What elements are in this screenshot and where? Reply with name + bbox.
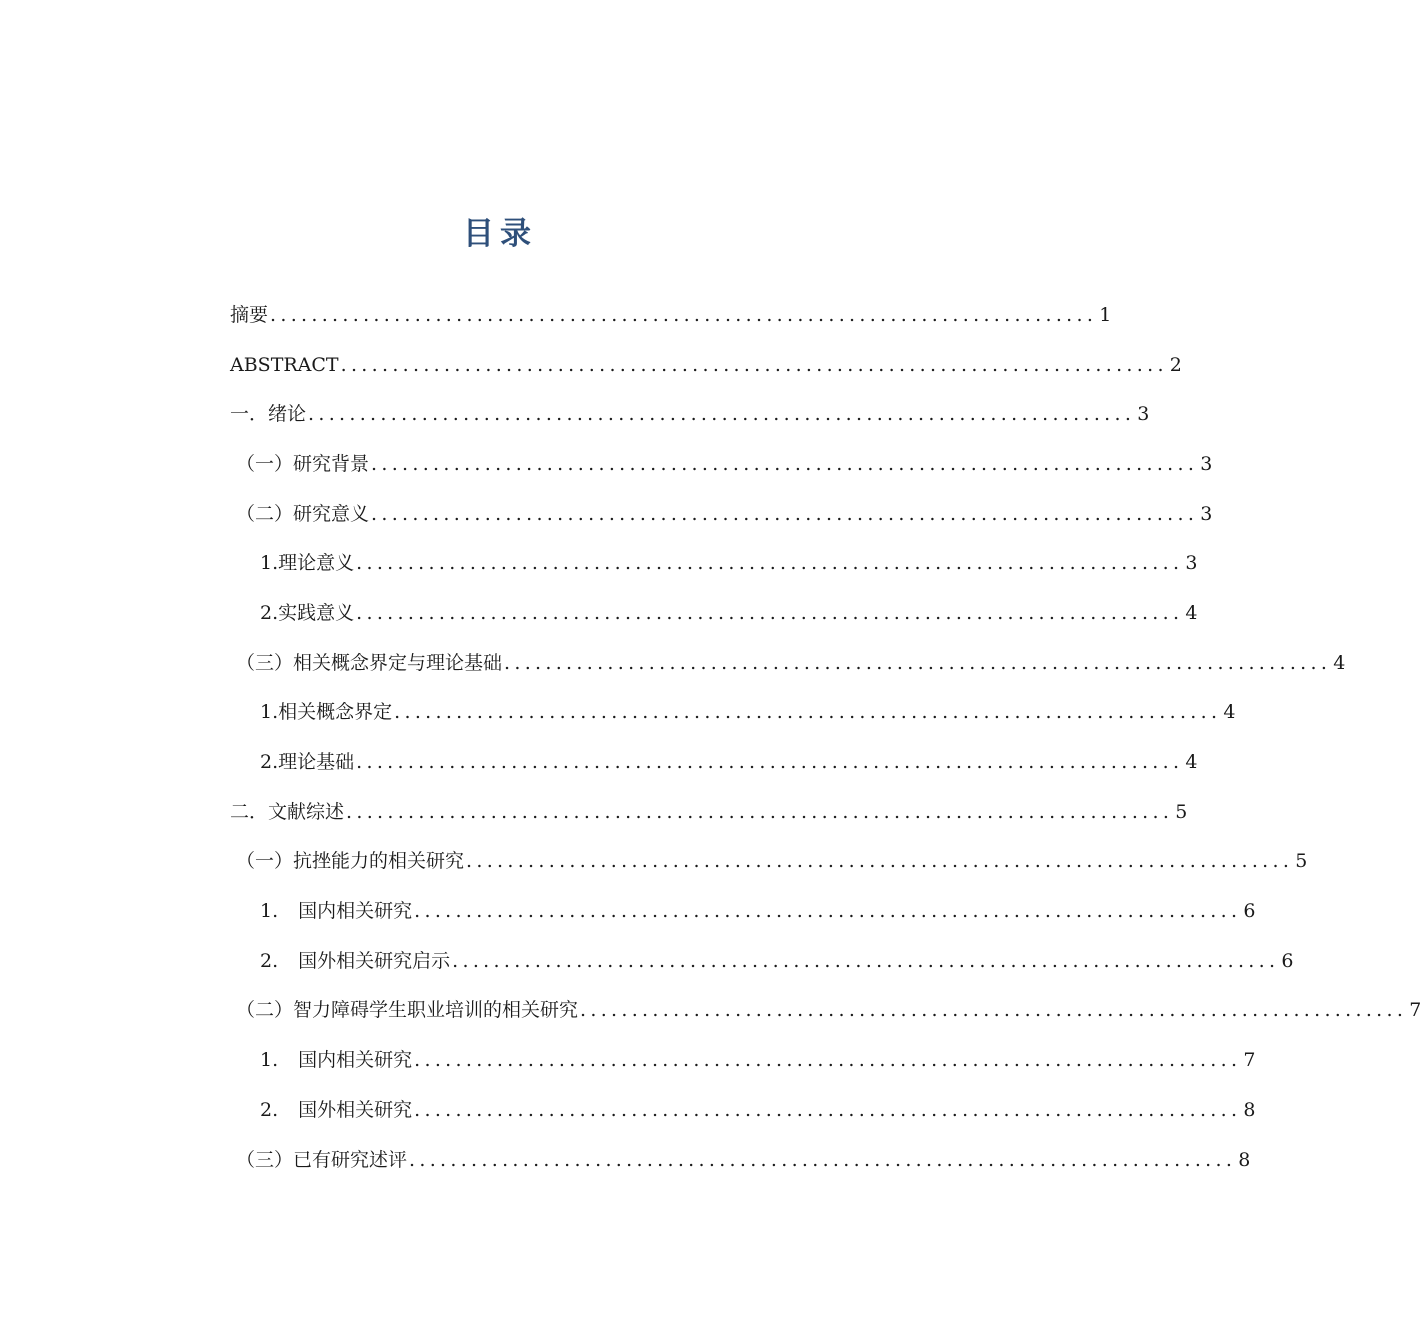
toc-entry-subsection[interactable] bbox=[0, 538, 1198, 588]
toc-entry-label: 1.理论意义 bbox=[260, 552, 355, 575]
toc-page-number: 4 bbox=[1185, 751, 1198, 774]
toc-leader-dots: ................................................................................ bbox=[371, 452, 1199, 475]
toc-leader-dots: ................................................................................ bbox=[371, 502, 1199, 525]
toc-leader-dots: ................................................................................ bbox=[270, 303, 1098, 326]
toc-page-number: 7 bbox=[1243, 1049, 1256, 1072]
toc-entry-label bbox=[260, 899, 414, 923]
toc-entry-section[interactable] bbox=[0, 1135, 1251, 1185]
toc-entry-number: 2. bbox=[260, 949, 279, 972]
toc-entry-section[interactable] bbox=[0, 439, 1213, 489]
toc-entry-number: 1. bbox=[260, 1049, 279, 1072]
toc-entry-label: 摘要 bbox=[230, 303, 269, 326]
toc-leader-dots: ................................................................................ bbox=[346, 800, 1174, 823]
toc-leader-dots: ................................................................................ bbox=[414, 1098, 1242, 1121]
toc-entry-label: （二）研究意义 bbox=[236, 502, 370, 525]
toc-entry-text: 国外相关研究启示 bbox=[298, 949, 451, 972]
toc-page-number: 4 bbox=[1223, 701, 1236, 724]
toc-leader-dots: ................................................................................ bbox=[308, 403, 1136, 426]
toc-entry-subsection[interactable] bbox=[0, 886, 1256, 936]
toc-leader-dots: ................................................................................ bbox=[414, 900, 1242, 923]
toc-entry-label: （二）智力障碍学生职业培训的相关研究 bbox=[236, 999, 579, 1022]
toc-entry-subsection[interactable] bbox=[0, 688, 1236, 738]
toc-entry-chapter-2[interactable] bbox=[0, 787, 1188, 837]
toc-entry-label: 1.相关概念界定 bbox=[260, 701, 393, 724]
toc-page-number: 3 bbox=[1200, 452, 1213, 475]
toc-entry-label: 二．文献综述 bbox=[230, 800, 345, 823]
toc-entry-label: （一）研究背景 bbox=[236, 452, 370, 475]
toc-page-number: 8 bbox=[1238, 1148, 1251, 1171]
toc-entry-label bbox=[260, 1098, 414, 1122]
toc-entry-label: ABSTRACT bbox=[230, 353, 339, 376]
toc-entry-label: （三）已有研究述评 bbox=[236, 1148, 408, 1171]
toc-leader-dots: ................................................................................ bbox=[409, 1148, 1237, 1171]
toc-entry-subsection[interactable] bbox=[0, 588, 1198, 638]
toc-entry-section[interactable] bbox=[0, 837, 1308, 887]
toc-entry-subsection[interactable] bbox=[0, 936, 1294, 986]
toc-entry-section[interactable] bbox=[0, 489, 1213, 539]
toc-entry-label bbox=[260, 949, 452, 973]
toc-entry-number: 1. bbox=[260, 900, 279, 923]
toc-entry-section[interactable] bbox=[0, 638, 1346, 688]
toc-entry-abstract-cn[interactable] bbox=[0, 290, 1112, 340]
toc-leader-dots: ................................................................................ bbox=[414, 1049, 1242, 1072]
toc-leader-dots: ................................................................................ bbox=[356, 552, 1184, 575]
toc-leader-dots: ................................................................................ bbox=[466, 850, 1294, 873]
toc-page-number: 8 bbox=[1243, 1098, 1256, 1121]
toc-entry-text: 国外相关研究 bbox=[298, 1098, 413, 1121]
toc-entry-text: 国内相关研究 bbox=[298, 1049, 413, 1072]
toc-entry-label: 一．绪论 bbox=[230, 403, 307, 426]
toc-title: 目录 bbox=[463, 216, 537, 252]
toc-entry-subsection[interactable] bbox=[0, 737, 1198, 787]
toc-leader-dots: ................................................................................ bbox=[452, 949, 1280, 972]
toc-entry-section[interactable] bbox=[0, 986, 1421, 1036]
toc-entry-chapter-1[interactable] bbox=[0, 389, 1150, 439]
toc-page-number: 2 bbox=[1169, 353, 1182, 376]
toc-leader-dots: ................................................................................ bbox=[580, 999, 1408, 1022]
toc-leader-dots: ................................................................................ bbox=[356, 751, 1184, 774]
toc-entry-label: （一）抗挫能力的相关研究 bbox=[236, 850, 465, 873]
toc-entry-label: 2.理论基础 bbox=[260, 751, 355, 774]
toc-page-number: 6 bbox=[1243, 900, 1256, 923]
toc-entry-label: （三）相关概念界定与理论基础 bbox=[236, 651, 503, 674]
toc-leader-dots: ................................................................................ bbox=[340, 353, 1168, 376]
toc-page-number: 3 bbox=[1200, 502, 1213, 525]
toc-leader-dots: ................................................................................ bbox=[504, 651, 1332, 674]
toc-leader-dots: ................................................................................ bbox=[356, 601, 1184, 624]
toc-page-number: 5 bbox=[1175, 800, 1188, 823]
toc-entry-subsection[interactable] bbox=[0, 1035, 1256, 1085]
toc-list bbox=[0, 290, 1421, 1184]
toc-page-number: 3 bbox=[1137, 403, 1150, 426]
toc-page-number: 6 bbox=[1281, 949, 1294, 972]
toc-page-number: 4 bbox=[1185, 601, 1198, 624]
toc-entry-text: 国内相关研究 bbox=[298, 900, 413, 923]
toc-entry-label: 2.实践意义 bbox=[260, 601, 355, 624]
toc-page-number: 3 bbox=[1185, 552, 1198, 575]
toc-page-number: 1 bbox=[1099, 303, 1112, 326]
toc-entry-label bbox=[260, 1048, 414, 1072]
toc-entry-abstract-en[interactable] bbox=[0, 340, 1182, 390]
toc-page-number: 5 bbox=[1295, 850, 1308, 873]
toc-entry-subsection[interactable] bbox=[0, 1085, 1256, 1135]
toc-page-number: 4 bbox=[1333, 651, 1346, 674]
toc-page-number: 7 bbox=[1409, 999, 1421, 1022]
toc-leader-dots: ................................................................................ bbox=[394, 701, 1222, 724]
toc-entry-number: 2. bbox=[260, 1098, 279, 1121]
